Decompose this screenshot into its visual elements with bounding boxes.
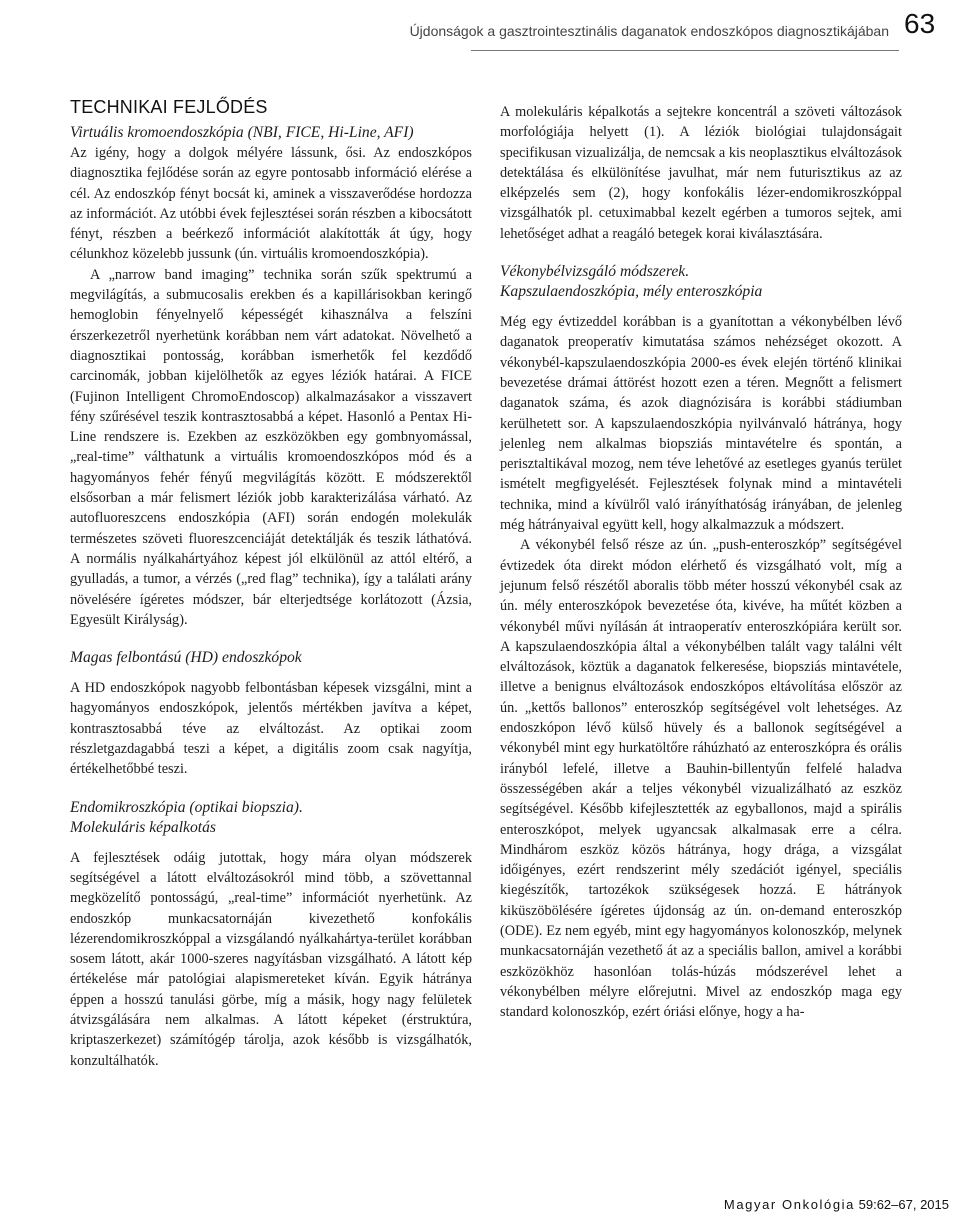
subheading-small-bowel-methods: Vékonybélvizsgáló módszerek. xyxy=(500,263,690,281)
footer-citation xyxy=(0,1197,949,1212)
paragraph: A fejlesztések odáig jutottak, hogy mára olyan módszerek segítségével a látott elváltozásokról mind több, a szövettannal megközelítő pontosságú, „real-time” információt nyerhetünk. Az endoszkóp munkacsatornáján kivezethető konfokális lézerendomikroszkóppal a vizsgálandó nyálkahártya-terület korábban sosem látott, akár 1000-szeres nagyításban vizsgálható. A látott kép értékelése már patológiai alapismereteket kíván. Egyik hátránya éppen a hosszú tanulási görbe, míg a másik, hogy nagy felületek átvizsgálására nem alkalmas. A látott képeket (érstruktúra, kriptaszerkezet) számítógép tárolja, azok később is vizsgálhatók, konzultálhatók. xyxy=(70,849,472,1069)
paragraph: A vékonybél felső része az ún. „push-enteroszkóp” segítségével évtizedek óta direkt módon elérhető és vizsgálható volt, míg a jejunum felső részétől aboralis több méter hosszú vékonybél csak az ún. mély enteroszkópok bevezetése óta, kivéve, ha műtét közben a vékonybél művi nyílásán át intraoperatív enteroszkópiára került sor. A kapszulaendoszkópia által a vékonybélben talált vagy találni vélt elváltozások, köztük a daganatok felkeresése, biopsziás mintavétele, illetve a benignus elváltozások endoszkópos eltávolítása először az ún. „kettős ballonos” enteroszkóp segítségével volt lehetséges. Az endoszkópon lévő külső hüvely és a ballonok segítségével a vékonybél mint egy hurkatöltőre ráhúzható az enteroszkópra és orális irányból lefelé, illetve a Bauhin-billentyűn felfelé haladva összességében akár a teljes vékonybél vizualizálható az eszköz segítségével. Később kifejlesztették az egyballonos, majd a spirális enteroszkópot, melyek ugyancsak alkalmasak erre a célra. Mindhárom eszköz közös hátránya, hogy drága, a vizsgálat időigényes, ezért rendszerint mély szedációt igényel, speciális kiegészítők, tartozékok szükségesek hozzá. E hátrányok kiküszöbölésére ígéretes újdonság az ún. on-demand enteroszkóp (ODE). Ez nem egyéb, mint egy hagyományos kolonoszkóp, melynek munkacsatornáján vezethető át az a speciális ballon, amivel a korábbi eszközökhöz hasonlóan tolás-húzás módszerével lehet a vékonybélben mélyre előrejutni. Mivel az endoszkóp maga egy standard kolonoszkóp, ezért óriási előnye, hogy a ha- xyxy=(500,537,902,1021)
subheading-molecular-imaging: Molekuláris képalkotás xyxy=(70,818,216,836)
paragraph: A „narrow band imaging” technika során szűk spektrumú a megvilágítás, a submucosalis erekben és a kapillárisokban keringő hemoglobin fényelnyelő képességét kihasználva a felszíni érszerkezetről nyerhetünk korábban nem várt adatokat. Növelhető a diagnosztikai pontosság, korábban ismerhetők fel kezdődő carcinomák, jobban kijelölhetők az egyes léziók határai. A FICE (Fujinon Intelligent ChromoEndoscop) alkalmazásakor a visszavert fény szűrésével teszik kontrasztosabbá a képet. Hasonló a Pentax Hi-Line rendszere is. Ezekben az eszközökben egy gombnyomással, „real-time” válthatunk a virtuális kromoendoszkópos mód és a hagyományos fehér fényű megvilágítás között. E módszerektől elsősorban a már felismert léziók jobb karakterizálása várható. Az autofluoreszcens endoszkópia (AFI) során endogén molekulák természetes szöveti fluoreszcenciáját detektálják és teszik láthatóvá. A normális nyálkahártyához képest jól elkülönül az attól eltérő, a gyulladás, a tumor, a vérzés („red flag” technika), így a találati arány növelésére ígéretes módszer, bár elterjedtsége korlátozott (Ázsia, Egyesült Királyság). xyxy=(70,266,472,628)
right-column xyxy=(500,102,902,1022)
left-column xyxy=(70,97,472,1071)
paragraph: A molekuláris képalkotás a sejtekre koncentrál a szöveti változások morfológiája helyett (1). A léziók biológiai tulajdonságait specifikusan vizualizálja, de nemcsak a kis neoplasztikus elváltozások detektálása és elkülönítése javulhat, már nem futurisztikus az az elképzelés sem (2), hogy konfokális lézer-endomikroszkóppal vizsgálhatók pl. cetuximabbal kezelt egérben a tumoros sejtek, ami lehetőséget adhat a reagáló betegek korai kiválasztására. xyxy=(500,104,902,242)
subheading-hd-endoscopes: Magas felbontású (HD) endoszkópok xyxy=(70,649,302,667)
header-divider xyxy=(471,50,899,51)
paragraph: Az igény, hogy a dolgok mélyére lássunk, ősi. Az endoszkópos diagnosztika fejlődése során az egyre pontosabb információ elérése a cél. Az endoszkóp fényt bocsát ki, aminek a visszaverődése hordozza az információt. Az utóbbi évek fejlesztései során részben a kibocsátott fényt, részben a beérkező információt alakították át úgy, hogy célunkhoz közelebb jussunk (ún. virtuális kromoendoszkópia). xyxy=(70,145,472,263)
subheading-capsule-endoscopy: Kapszulaendoszkópia, mély enteroszkópia xyxy=(500,283,763,301)
running-title: Újdonságok a gasztrointesztinális daganatok endoszkópos diagnosztikájában xyxy=(409,23,889,39)
subheading-endomicroscopy: Endomikroszkópia (optikai biopszia). xyxy=(70,798,303,816)
paragraph: A HD endoszkópok nagyobb felbontásban képesek vizsgálni, mint a hagyományos endoszkópok, jelentős mértékben javítva a képet, kontrasztosabbá téve az elváltozást. Az optikai zoom részletgazdagabbá teszi a képet, a digitális zoom csak nagyítja, értékelhetőbbé teszi. xyxy=(70,680,472,778)
paragraph: Még egy évtizeddel korábban is a gyanítottan a vékonybélben lévő daganatok preoperatív kimutatása számos nehézséget okozott. A vékonybél-kapszulaendoszkópia 2000-es évek elején történő klinikai bevezetése drámai áttörést hozott ezen a téren. Megnőtt a felismert daganatok száma, és azok diagnózisára is korábbi stádiumban kerülhetett sor. A kapszulaendoszkópia nyilvánvaló hátránya, hogy jelenleg nem alkalmas biopsziás mintavételre és spontán, a perisztaltikával mozog, nem téve lehetővé az esetleges gyanús terület ismételt megfigyelését. Fejlesztések folynak mind a mintavételi technika, mind a kívülről való irányíthatóság irányában, de jelenleg még hátrányaival együtt kell, hogy alkalmazzuk a módszert. xyxy=(500,314,902,534)
volume-pages-year: 59:62–67, 2015 xyxy=(858,1197,949,1212)
journal-name: Magyar Onkológia xyxy=(723,1197,855,1212)
subheading-virtual-chromoendoscopy: Virtuális kromoendoszkópia (NBI, FICE, Hi-Line, AFI) xyxy=(70,124,414,141)
page-number: 63 xyxy=(904,8,936,39)
section-title: TECHNIKAI FEJLŐDÉS xyxy=(70,97,268,117)
